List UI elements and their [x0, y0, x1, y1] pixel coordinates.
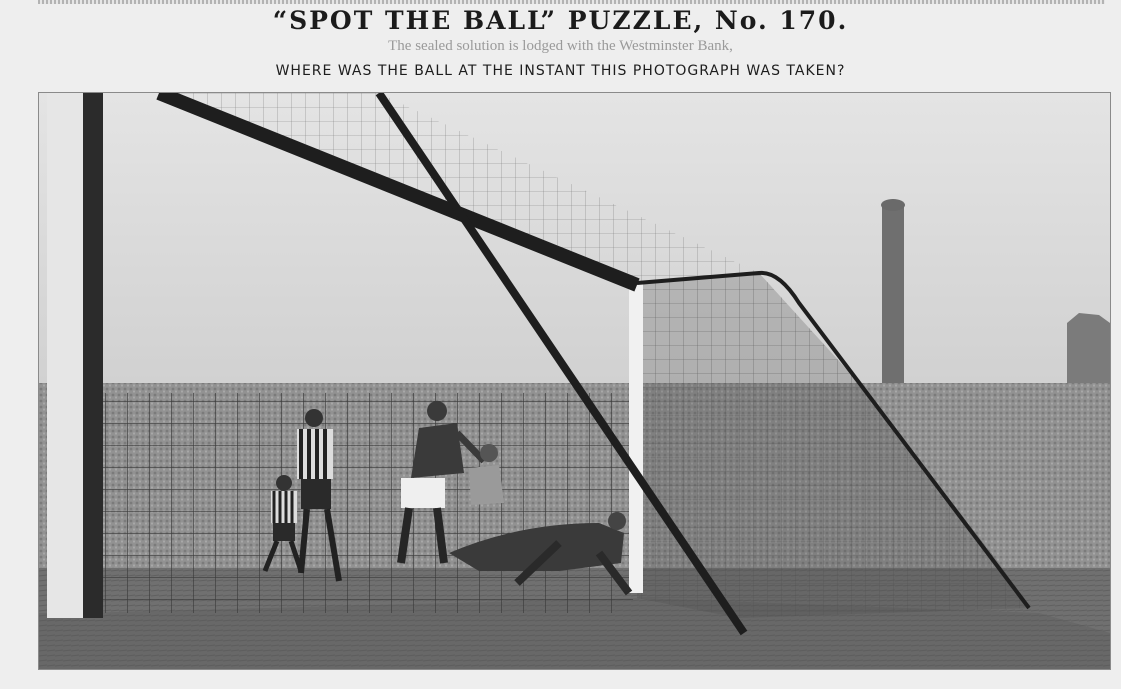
puzzle-subtitle: The sealed solution is lodged with the Westminster Bank, [388, 38, 733, 54]
stand-roof [1067, 313, 1110, 393]
goalmouth-photograph[interactable] [38, 92, 1111, 670]
chimney [882, 203, 904, 383]
puzzle-question: WHERE WAS THE BALL AT THE INSTANT THIS PHOTOGRAPH WAS TAKEN? [275, 63, 846, 79]
top-rule [38, 0, 1105, 4]
puzzle-title: “SPOT THE BALL” PUZZLE, No. 170. [272, 6, 849, 35]
photo-svg [39, 93, 1110, 669]
back-stanchion [629, 283, 643, 593]
left-goal-post [47, 93, 85, 618]
back-net [103, 393, 633, 613]
post-shadow [83, 93, 103, 618]
